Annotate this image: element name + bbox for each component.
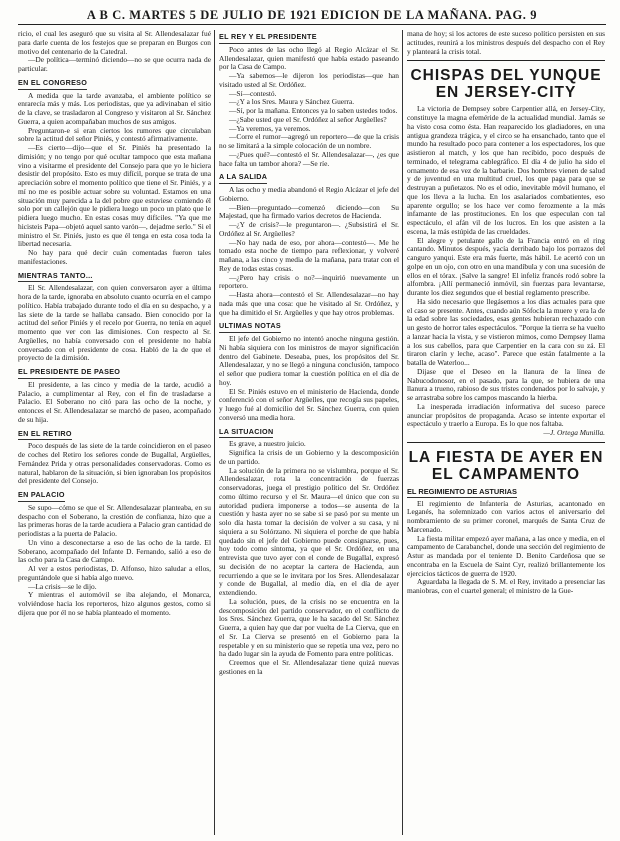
paragraph: El regimiento de Infantería de Asturias, acantonado en Leganés, ha solemnizado con varios actos el aniversario del nombramiento de su primer coronel, marqués de Santa Cruz de Marcenado. — [407, 498, 605, 534]
paragraph: Aguardaba la llegada de S. M. el Rey, invitado a presenciar las maniobras, con el cuartel general; el ministro de la Gue- — [407, 577, 605, 595]
section-heading-ultimas: ULTIMAS NOTAS — [219, 322, 281, 333]
article-headline-fiesta: LA FIESTA DE AYER EN EL CAMPAMENTO — [408, 448, 604, 483]
page-masthead: A B C. MARTES 5 DE JULIO DE 1921 EDICION DE LA MAÑANA. PAG. 9 — [18, 6, 606, 25]
paragraph: Ha sido necesario que llegásemos a los días actuales para que el caso se presente. Antes, cuando aún Sófocla la muere y era la de la edad sobre las sociedades, esas gentes hubieran rechazado con un gesto de horror tales espectáculos. "Porque la tierra se ha vuelto a lanzar hacia la vista, y se vistieron mimos, como Dempsey llama a los sus cabellos, para que Carpentier en la cara con su zá. El tiraron clarín y leche, acaso". Parece que están fatalmente a la batalla de Waterloo... — [407, 296, 605, 367]
paragraph: El Sr. Piniés estuvo en el ministerio de Hacienda, donde conferenció con el señor Argüelles, que recogía sus papeles, y luego fué al domicilio del Sr. Sánchez Guerra, con quien conversó una media hora. — [219, 386, 399, 422]
paragraph: —¿Sabe usted que el Sr. Ordóñez al señor Argüelles? — [229, 114, 387, 124]
article-headline-chispas: CHISPAS DEL YUNQUE EN JERSEY-CITY — [410, 67, 602, 102]
paragraph: Se supo—cómo se que el Sr. Allendesalazar planteaba, en su despacho con el Soberano, la crestión de confianza, hizo que a las primeras horas de la tarde acudiera a Palacio gran cantidad de periodistas a la puerta de Palacio. — [18, 502, 211, 538]
section-heading-mientras: MIENTRAS TANTO... — [18, 272, 93, 283]
column-rule-2 — [402, 30, 403, 835]
column-2 — [219, 30, 399, 835]
section-heading-situacion: LA SITUACION — [219, 428, 273, 439]
paragraph: —Sí—contestó. — [229, 88, 277, 98]
paragraph: A las ocho y media abandonó el Regio Alcázar el jefe del Gobierno. — [219, 185, 399, 203]
paragraph: La victoria de Dempsey sobre Carpentier allá, en Jersey-City, constituye la magna efeméride de la actualidad mundial. Jamás se ha visto cosa como ésta. Han reaparecido los gladiadores, en una antigua grandeza trágica, y el circo se ha ensanchado, tanto que el mundo ha resultado poco para contener a los espectadores, los que asistieron al match, y los que han recibido, poco después de terminado, el telegrama cablegráfico. El día 4 de julio ha sido el ornamento de esa vez de la barbarie. Dos hombres vienen de salud y de juventud en una multitud cruel, los que paga para que se destruyan a puñetazos. No es el odio, inevitable móvil humano, el que los lleva a la lucha. En los asalariados combatientes, eso aparente orgullo; se los hace ver como ferozmente a la más infamante de las prostituciones. En los que especulan con tal espectáculo, el afán vil de los lucros. En los que asisten a la escena, la más estúpida de las crueldades. — [407, 104, 605, 236]
paragraph: La fiesta militar empezó ayer mañana, a las once y media, en el campamento de Carabanchel, donde una sección del regimiento de Astur as mandada por el teniente D. Benito Cardeñosa que se encontraba en la Escuela de Saint Cyr, realizó brillantemente los ejercicios tácticos de guerra de 1920. — [407, 533, 605, 578]
author-signature: —J. Ortega Munilla. — [543, 428, 605, 437]
paragraph: —La crisis—se le dijo. — [28, 581, 97, 591]
paragraph: Poco después de las siete de la tarde coincidieron en el paseo de coches del Retiro los señores conde de Bugallal, Argüelles, Fernández Prida y otras personalidades conservadoras. Como es natural, hablaron de la situación, si bien ignoraban los propósitos del presidente del Consejo. — [18, 441, 211, 486]
paragraph: El presidente, a las cinco y media de la tarde, acudió a Palacio, a cumplimentar al Rey, con el fin de trasladarse a Palacio. El Soberano no citó para las ocho de la noche, y entonces el Sr. Allendesalazar se marchó de paseo, acompañado de su hija. — [18, 379, 211, 424]
section-heading-paseo: EL PRESIDENTE DE PASEO — [18, 368, 120, 379]
divider — [407, 60, 605, 61]
section-heading-rey: EL REY Y EL PRESIDENTE — [219, 33, 317, 44]
paragraph: Al ver a estos periodistas, D. Alfonso, hizo saludar a ellos, preguntándole que si había algo nuevo. — [18, 564, 211, 582]
paragraph: Es grave, a nuestro juicio. — [229, 439, 306, 449]
paragraph: La solución de la primera no se vislumbra, porque el Sr. Allendesalazar, rota la concentración de fuerzas conservadoras, juega el prestigio político del Sr. Ordóñez como último recurso y el Sr. Maura—el único que con su autoridad pudiera imponerse a todos—se ausenta de la cuestión y hasta ayer no se sabe si se pasó por su mente un solo día hasta tomar la decisión de volver a su casa, y ni siquiera a su Solórzano. Ni siquiera el porche de que había quedado sin el jefe del Gobierno puede consignarse, pues, hoy todo como síntoma, ya que el Sr. Ordóñez, en una entrevista que tuvo ayer con el conde de Bugallal, expresó su decisión de no aceptar la cartera de Hacienda, aun recurriendo a que se le invitara por los Sres. Allendesalazar y conde de Bugallal, al medio día, en el día de ayer extendiendo. — [219, 465, 399, 597]
column-rule-1 — [214, 30, 215, 835]
paragraph: ricio, el cual les aseguró que su visita al Sr. Allendesalazar fué para darle cuenta de los festejos que se preparan en Burgos con motivo del centenario de la Catedral. — [18, 30, 211, 56]
paragraph: —De política—terminó diciendo—no se que ocurra nada de particular. — [18, 55, 211, 73]
paragraph: El jefe del Gobierno no intentó anoche ninguna gestión. Ni había siquiera con los ministros de mayor significación dentro del Gabinete. Deseaba, pues, los propósitos del Sr. Allendesalazar, y no se llegó a ninguna conclusión, tampoco el señor que pudiera tomar la cuestión política en el día de hoy. — [219, 334, 399, 387]
paragraph: —Hasta ahora—contestó el Sr. Allendesalazar—no hay nada más que una cosa: que he visitado al Sr. Ordóñez, y que ha dimitido el Sr. Argüelles y que hay otros problemas. — [219, 290, 399, 317]
paragraph: Preguntaron-e si eran ciertos los rumores que circulaban sobre la actitud del señor Piniés, y contestó afirmativamente. — [18, 125, 211, 144]
paragraph: —Ya veremos, ya veremos. — [229, 123, 311, 133]
column-3 — [407, 30, 605, 835]
section-heading-palacio: EN PALACIO — [18, 491, 65, 502]
paragraph: El alegre y petulante gallo de la Francia entró en el ring cantando. Minutos después, yacía derribado bajo los porrazos del canguro yanqui. Este era más fuerte, más hábil. Le acertó con un golpe en un ojo, con otro en una mandíbula y con una sucesión de ellos en el tórax. ¡Salve la sangre! El infeliz francés rodó sobre la alfombra. ¡Allí permaneció inmóvil, sin fuerzas para levantarse, durante los diez segundos que el bestial reglamento prescribe. — [407, 235, 605, 297]
paragraph: —Corre el rumor—agregó un reportero—de que la crisis no se limitará a la simple colocación de un nombre. — [219, 132, 399, 150]
column-1 — [18, 30, 211, 835]
section-heading-salida: A LA SALIDA — [219, 173, 267, 184]
paragraph: No hay para qué decir cuán comentadas fueron tales manifestaciones. — [18, 248, 211, 266]
divider — [407, 442, 605, 443]
subheading-regimiento: EL REGIMIENTO DE ASTURIAS — [407, 486, 517, 496]
paragraph: Creemos que el Sr. Allendesalazar tiene quizá nuevas gestiones en la — [219, 658, 399, 676]
paragraph: —¿Pero hay crisis o no?—inquirió nuevamente un reportero. — [219, 272, 399, 291]
section-heading-congreso: EN EL CONGRESO — [18, 79, 87, 90]
section-heading-retiro: EN EL RETIRO — [18, 430, 72, 441]
paragraph: A medida que la tarde avanzaba, el ambiente político se enrarecía más y más. Los periodistas, que ya adivinaban el sitio de la clave, se trasladaron al Congreso y visitaron al Sr. Sánchez Guerra, a quien acompañaban muchos de sus amigos. — [18, 90, 211, 126]
paragraph: —Ya sabemos—le dijeron los periodistas—que han visitado usted al Sr. Ordóñez. — [219, 71, 399, 89]
paragraph: —Bien—preguntado—comenzó diciendo—con Su Majestad, que ha firmado varios decretos de Hacienda. — [219, 202, 399, 221]
paragraph: Significa la crisis de un Gobierno y la descomposición de un partido. — [219, 448, 399, 466]
paragraph: Un vino a desconectarse a eso de las ocho de la tarde. El Soberano, acompañado del Infante D. Fernando, salió a eso de las ocho para la Casa de Campo. — [18, 537, 211, 565]
paragraph: El Sr. Allendesalazar, con quien conversaron ayer a última hora de la tarde, ignoraba en absoluto cuanto ocurría en el campo político. Había trabajado durante todo el día en su despacho, y a las siete de la tarde se hallaba cansado. Bien conocido por la actitud del señor Piniés y el recelo por Guerra, no tenía en aquel momento que ver con las dimisiones. Con respecto al Sr. Argüelles, no había conversado con el presidente no había conversado con el presidente de cosa. Habló de la de que el proyecto de la dimisión. — [18, 283, 211, 363]
paragraph: —¿Y de crisis?—le preguntaron—. ¿Subsistirá el Sr. Ordóñez al Sr. Argüelles? — [219, 220, 399, 238]
paragraph: La solución, pues, de la crisis no se encuentra en la descomposición del partido conservador, en el conflicto de los Sres. Sánchez Guerra, que le ha sacado del Sr. Sánchez Guerra, a quien hay que dar por vuelta de La Cierva, que en el Sr. La Cierva se presentó en el Gobierno para la respetable y en su ministerio que se repetía una vez, pero no ha dado lugar sin la ayuda de Fomento para entre políticas. — [219, 596, 399, 659]
paragraph: mana de hoy; si los actores de este suceso político persisten en sus actitudes, reunirá a los ministros después del despacho con el Rey y planteará la crisis total. — [407, 30, 605, 56]
paragraph: —No hay nada de eso, por ahora—contestó—. Me he tomado esta noche de tiempo para reflexionar, y volveré mañana, a las cinco y media de la mañana, para tratar con el Rey de todas estas cosas. — [219, 237, 399, 273]
paragraph: Dijase que el Deseo en la llanura de la línea de Nabucodonosor, en el pasado, para la que, se hubiera de una llanura a trueno, rabioso de sus tristes condenados por lo salvaje, y se arrastraba sobre los campos mascando la hierba. — [407, 366, 605, 402]
paragraph: —Es cierto—dijo—que el Sr. Piniés ha presentado la dimisión; y no tengo por qué ocultar tampoco que esta mañana vino a visitarme el presidente del Consejo para que yo le hiciera desistir del propósito. Esto es muy difícil, porque se trata de una apreciación sobre el momento político que tiene el Sr. Piniés, y a mí no me es posible actuar sobre su voluntad. Estamos en una situación muy parecida a la del pobre que estuviese comiendo él solo por un callejón que le pidiera luego un poco un plato que le pidiera luego mucho. En estas cosas muy difíciles. "Ya que me hicisteis Papa—objetó aquel santo varón—, dejadme serlo." Si el ministro el Sr. Piniés, justo es que él tenga en esta cosa toda la libertad necesaria. — [18, 143, 211, 249]
paragraph: Y mientras el automóvil se iba alejando, el Monarca, volviéndose hacia los reporteros, hizo algunos gestos, como si dijera que por él no se había planteado el momento. — [18, 590, 211, 617]
paragraph: —Sí, por la mañana. Entonces ya lo saben ustedes todos. — [229, 106, 398, 115]
paragraph: La inesperada irradiación informativa del suceso parece anunciar propósitos de propaganda. Acaso se intente exportar el espectáculo y traerlo a Europa. Es lo que nos faltaba. — [407, 401, 605, 429]
paragraph: Poco antes de las ocho llegó al Regio Alcázar el Sr. Allendesalazar, quien manifestó que había estado paseando por la Casa de Campo. — [219, 44, 399, 72]
paragraph: —¿Y a los Sres. Maura y Sánchez Guerra. — [229, 97, 355, 107]
paragraph: —¿Pues qué?—contestó el Sr. Allendesalazar—, ¿es que hace falta un tambor ahora? —Se ríe. — [219, 149, 399, 168]
